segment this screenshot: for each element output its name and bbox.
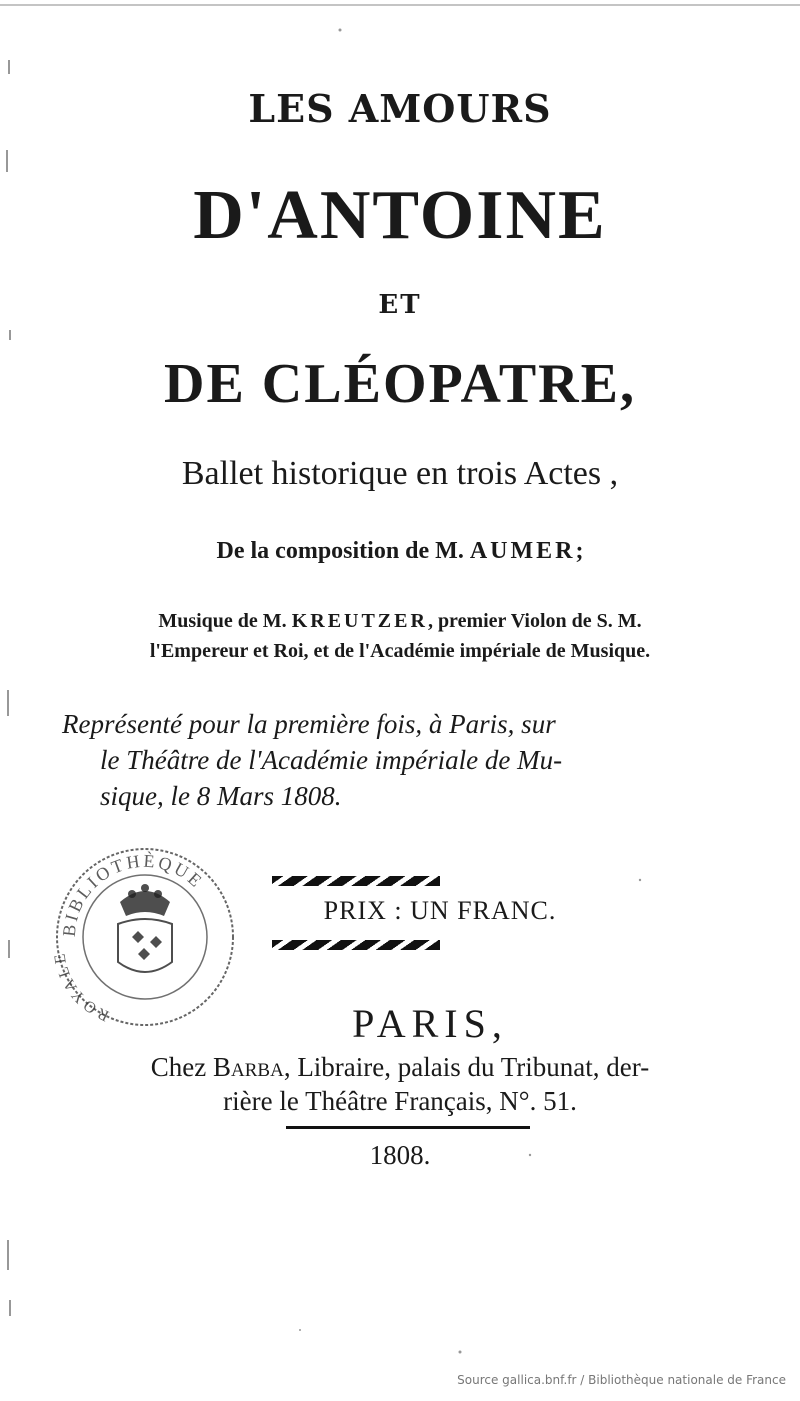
publisher-name: Barba (213, 1052, 284, 1082)
composition-line (0, 538, 800, 565)
music-line-2: l'Empereur et Roi, et de l'Académie impériale de Musique. (149, 640, 651, 662)
source-attribution: Source gallica.bnf.fr / Bibliothèque nationale de France (457, 1373, 786, 1387)
ornamental-rule-bottom (272, 940, 440, 950)
performance-line-2: le Théâtre de l'Académie impériale de Mu- (100, 745, 563, 775)
publisher-address: , Libraire, palais du Tribunat, der- (283, 1052, 650, 1082)
publisher-line-2: rière le Théâtre Français, N°. 51. (223, 1086, 577, 1116)
music-prefix: Musique de M. (158, 610, 287, 632)
ornamental-rule-top (272, 876, 440, 886)
publication-year: 1808. (369, 1140, 431, 1170)
composer-name: AUMER (469, 538, 576, 564)
music-suffix: , premier Violon de S. M. (427, 610, 642, 632)
title-line-4: DE CLÉOPATRE, (164, 353, 636, 415)
musician-name: KREUTZER (291, 610, 428, 632)
music-line-1 (0, 610, 800, 633)
composition-suffix: ; (575, 538, 584, 564)
publisher-line-1 (0, 1052, 800, 1083)
title-line-1: LES AMOURS (248, 86, 552, 131)
stamp-left-text: ROYALE (51, 949, 112, 1025)
publisher-city: PARIS, (352, 1001, 508, 1046)
composition-prefix: De la composition de M. (216, 538, 464, 564)
performance-note (62, 706, 702, 814)
title-line-3: ET (378, 290, 422, 320)
performance-line-1: Représenté pour la première fois, à Paris, sur (62, 709, 556, 739)
stamp-top-text: BIBLIOTHÈQUE (58, 850, 208, 938)
performance-line-3: sique, le 8 Mars 1808. (100, 781, 342, 811)
subtitle: Ballet historique en trois Actes , (181, 455, 619, 492)
price: PRIX : UN FRANC. (323, 896, 557, 925)
title-line-2: D'ANTOINE (193, 177, 607, 254)
publisher-prefix: Chez (150, 1052, 207, 1082)
divider-rule (286, 1126, 530, 1129)
